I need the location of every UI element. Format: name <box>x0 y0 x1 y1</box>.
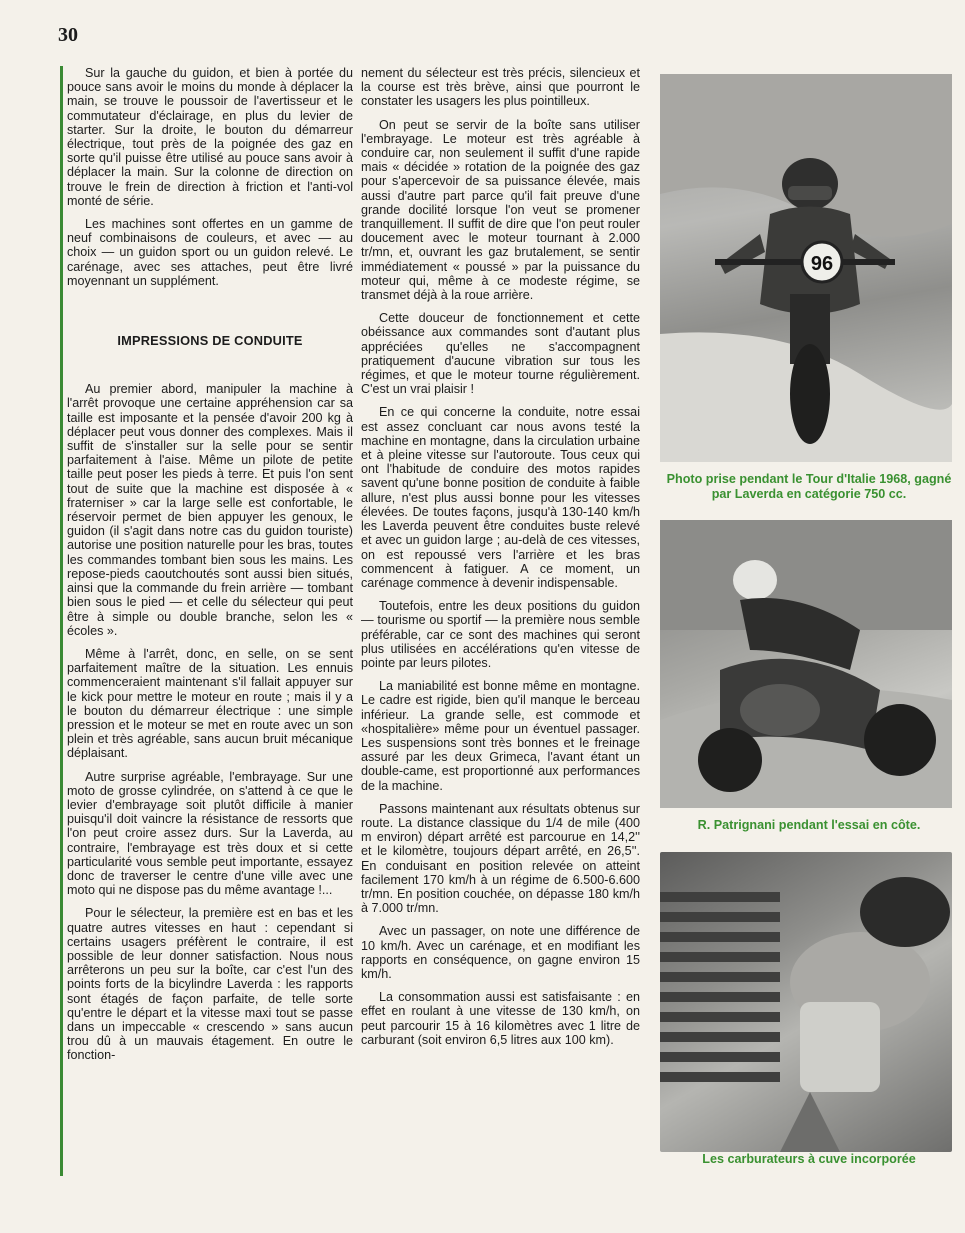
text-column-middle <box>361 66 640 1056</box>
paragraph: Les machines sont offertes en un gamme de neuf combinaisons de couleurs, et avec — au choix — un guidon sport ou un guidon relevé. Le carénage, avec ses attaches, peut être livré moyennant un supplément. <box>67 217 353 288</box>
race-number: 96 <box>810 253 834 275</box>
photo-carburateurs <box>660 852 952 1152</box>
cornering-rider-illustration <box>660 520 952 808</box>
motorcycle-rider-illustration <box>660 74 952 462</box>
paragraph: En ce qui concerne la conduite, notre essai est assez concluant car nous avons testé la machine en montagne, dans la circulation urbaine et à pleine vitesse sur l'autoroute. Tous ceux qui ont l'habitude de conduire des motos rapides savent qu'une bonne position de conduite à faible allure, n'est plus aussi bonne pour les vitesses élevées. De toutes façons, jusqu'à 130-140 km/h les Laverda peuvent être conduites buste relevé et avec un guidon large ; au-delà de ces vitesses, on est repoussé vers l'arrière et les bras commencent à fatiguer. A ce moment, un carénage commence à devenir indispensable. <box>361 405 640 590</box>
text-column-left <box>60 66 353 1176</box>
paragraph: Passons maintenant aux résultats obtenus sur route. La distance classique du 1/4 de mile (400 m environ) départ arrêté est parcourue en 14,2'' et le kilomètre, toujours départ arrêté, en 26,5''. En conduisant en position relevée on atteint facilement 170 km/h à un régime de 6.500-6.600 tr/mn. En position couchée, on dépasse 180 km/h à 7.000 tr/mn. <box>361 801 640 916</box>
paragraph: nement du sélecteur est très précis, silencieux et la course est très brève, ainsi que pourront le constater les usagers les plus pointilleux. <box>361 66 640 109</box>
carburetor-closeup-illustration <box>660 852 952 1152</box>
page-number: 30 <box>58 24 78 46</box>
paragraph: La maniabilité est bonne même en montagne. Le cadre est rigide, bien qu'il manque le berceau inférieur. La grande selle, est commode et «hospitalière» même pour un éventuel passager. Les suspensions sont très bonnes et le freinage assuré par les deux Grimeca, l'avant étant un double-came, est proportionné aux performances de la machine. <box>361 679 640 793</box>
paragraph: Cette douceur de fonctionnement et cette obéissance aux commandes sont d'autant plus appréciées qu'elles ne s'accompagnent pratiquement d'aucune vibration sur tous les régimes, et que le moteur tourne régulièrement. C'est un vrai plaisir ! <box>361 311 640 397</box>
photo-caption: Les carburateurs à cuve incorporée <box>702 1152 916 1166</box>
photo-caption: R. Patrignani pendant l'essai en côte. <box>697 818 921 832</box>
photo-caption: Photo prise pendant le Tour d'Italie 1968, gagné par Laverda en catégorie 750 cc. <box>666 472 952 501</box>
section-heading: IMPRESSIONS DE CONDUITE <box>117 333 303 349</box>
paragraph: Avec un passager, on note une différence de 10 km/h. Avec un carénage, et en modifiant les rapports en conséquence, on gagne environ 15 km/h. <box>361 924 640 981</box>
paragraph: Au premier abord, manipuler la machine à l'arrêt provoque une certaine appréhension car sa taille est imposante et la pensée d'avoir 200 kg à déplacer peut vous donner des complexes. Mais il suffit de s'installer sur la selle pour se sentir parfaitement à l'aise. Même un pilote de petite taille peut poser les pieds à terre. Et puis l'on sent tout de suite que la machine est disposée à « fraterniser » car la large selle est confortable, le réservoir permet de bien appuyer les genoux, le guidon (il s'agit dans notre cas du guidon touriste) autorise une position naturelle pour les bras, toutes les commandes tombant bien sous les mains. Les repose-pieds caoutchoutés sont aussi bien situés, ainsi que la commande du frein arrière — tombant bien sous le pied — et celle du sélecteur qui peut être à simple ou double branche, selon les « écoles ». <box>67 382 353 638</box>
paragraph: Même à l'arrêt, donc, en selle, on se sent parfaitement maître de la situation. Les ennuis commenceraient maintenant s'il fallait appuyer sur le kick pour mettre le moteur en route ; mais il y a le bouton du démarreur électrique : une simple pression et le moteur se met en route avec un son plein et très agréable, sans aucun bruit mécanique déplaisant. <box>67 646 353 761</box>
photo-essai-cote <box>660 520 952 808</box>
paragraph: Sur la gauche du guidon, et bien à portée du pouce sans avoir le moins du monde à déplacer la main, se trouve le poussoir de l'avertisseur et le commutateur d'éclairage, en plus du levier de starter. Sur la droite, le bouton du démarreur électrique, tout près de la poignée des gaz en sorte qu'il puisse être utilisé au pouce sans avoir à déplacer la main. Sur la colonne de direction on trouve le frein de direction à friction et l'anti-vol monté de série. <box>67 66 353 208</box>
paragraph: Pour le sélecteur, la première est en bas et les quatre autres vitesses en haut : cependant si certains usagers préfèrent le contraire, il est possible de leur donner satisfaction. Nous nous arrêterons un peu sur la boîte, car c'est l'un des points forts de la bicylindre Laverda : les rapports sont étagés de façon parfaite, de telle sorte qu'entre le départ et la vitesse maxi tout se passe dans un impeccable « crescendo » sans aucun trou dû à un mauvais étagement. En outre le fonction- <box>67 906 353 1063</box>
paragraph: La consommation aussi est satisfaisante : en effet en roulant à une vitesse de 130 km/h, on peut parcourir 15 à 16 kilomètres avec 1 litre de carburant (soit environ 6,5 litres aux 100 km). <box>361 990 640 1047</box>
paragraph: Autre surprise agréable, l'embrayage. Sur une moto de grosse cylindrée, on s'attend à ce que le levier d'embrayage soit plutôt difficile à manier puisqu'il doit vaincre la résistance de ressorts que l'on peut croire assez durs. Sur la Laverda, au contraire, l'embrayage est très doux et si cette particularité vous semble peut importante, essayez donc de traverser le centre d'une ville avec une moto qui ne dispose pas du même avantage !... <box>67 769 353 898</box>
photo-tour-italie <box>660 74 952 462</box>
paragraph: On peut se servir de la boîte sans utiliser l'embrayage. Le moteur est très agréable à conduire car, non seulement il suffit d'une rapide mais « décidée » rotation de la poignée des gaz pour s'apercevoir de sa puissance élevée, mais aussi d'autre part parce qu'il fait preuve d'une grande docilité lorsque l'on veut se promener tranquillement. Il suffit de dire que l'on peut rouler doucement avec le moteur tournant à 2.000 tr/mn, et, ouvrant les gaz brutalement, se sentir immédiatement « poussé » par la puissance du moteur qui, même à ce modeste régime, se transmet déjà à la roue arrière. <box>361 117 640 303</box>
paragraph: Toutefois, entre les deux positions du guidon — tourisme ou sportif — la première nous semble préférable, car ce sont des machines qui seront plus utilisées en accélérations qu'en vitesse de pointe par leurs pilotes. <box>361 599 640 670</box>
